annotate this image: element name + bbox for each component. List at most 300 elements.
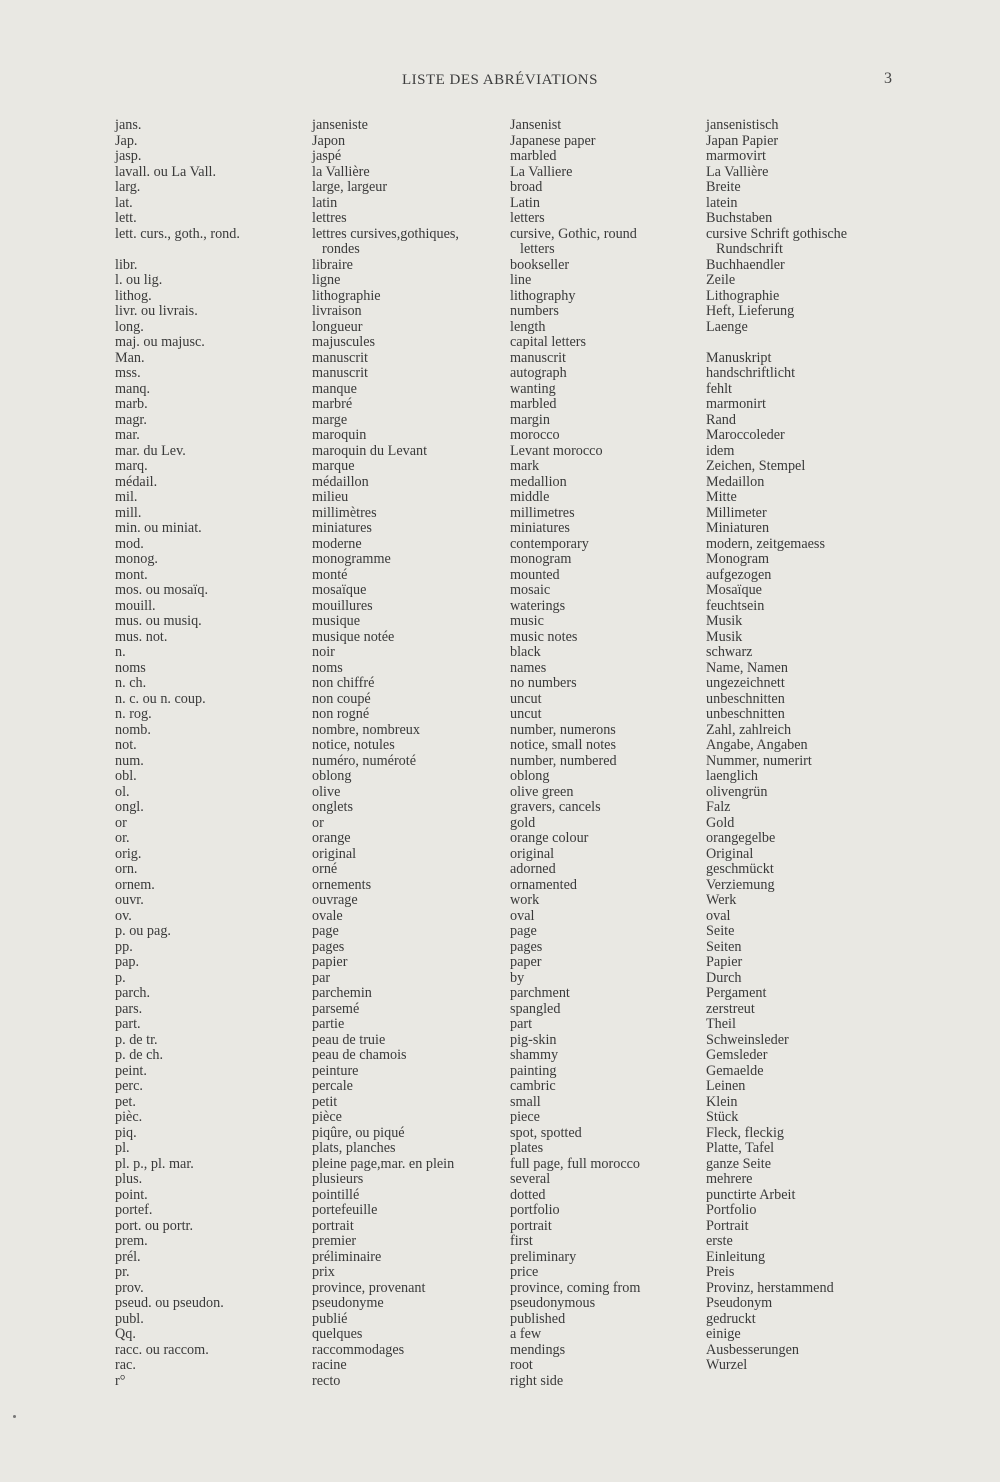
abbreviation-entry: p. ou pag. [115, 923, 171, 939]
english-entry: Levant morocco [510, 442, 603, 459]
english-entry: broad [510, 179, 543, 195]
german-entry: Provinz, herstammend [706, 1279, 834, 1296]
abbreviation-entry: nomb. [115, 721, 151, 738]
french-entry: pointillé [312, 1186, 360, 1203]
abbreviation-entry: lett. curs., goth., rond. [115, 225, 240, 242]
french-entry: miniatures [312, 520, 372, 536]
french-entry: libraire [312, 256, 353, 273]
french-entry: marbré [312, 396, 353, 412]
german-column [706, 118, 906, 1389]
abbreviation-entry: mus. not. [115, 628, 168, 645]
english-entry: autograph [510, 365, 567, 381]
abbreviation-entry: orn. [115, 861, 138, 877]
english-entry: number, numerons [510, 721, 616, 738]
english-entry: line [510, 272, 532, 288]
abbreviation-entry: point. [115, 1186, 148, 1203]
abbreviation-entry: mill. [115, 504, 142, 521]
german-entry: ungezeichnett [706, 675, 785, 691]
french-entry: recto [312, 1372, 341, 1389]
french-entry: lithographie [312, 287, 381, 304]
french-entry: prix [312, 1264, 335, 1280]
french-entry: piqûre, ou piqué [312, 1124, 405, 1141]
english-entry: wanting [510, 380, 556, 397]
abbreviation-entry: marb. [115, 396, 148, 412]
abbreviation-entry: lett. [115, 210, 137, 226]
german-entry: erste [706, 1233, 733, 1249]
german-entry: Leinen [706, 1078, 746, 1094]
french-entry: quelques [312, 1326, 363, 1342]
french-entry: peau de truie [312, 1031, 386, 1048]
german-entry: marmonirt [706, 396, 766, 412]
french-entry: orné [312, 861, 338, 877]
english-entry: La Valliere [510, 163, 573, 180]
abbreviation-entry: ongl. [115, 799, 144, 815]
abbreviation-entry: ouvr. [115, 892, 144, 908]
abbreviation-entry: ol. [115, 783, 130, 800]
english-entry: portfolio [510, 1202, 560, 1218]
abbreviation-entry: prél. [115, 1248, 141, 1265]
german-entry: Seite [706, 923, 735, 939]
french-entry: page [312, 923, 339, 939]
abbreviation-entry: n. [115, 644, 126, 660]
abbreviation-entry: mont. [115, 566, 148, 583]
abbreviation-entry: jasp. [115, 148, 142, 164]
abbreviation-entry: mod. [115, 535, 144, 552]
german-entry: Buchstaben [706, 210, 773, 226]
english-entry: province, coming from [510, 1279, 641, 1296]
english-entry: by [510, 969, 525, 986]
german-entry: Heft, Lieferung [706, 303, 795, 319]
french-entry: maroquin du Levant [312, 442, 428, 459]
english-entry: mark [510, 458, 540, 474]
german-entry: Durch [706, 969, 742, 986]
english-entry: waterings [510, 597, 566, 614]
french-entry: province, provenant [312, 1279, 426, 1296]
abbreviation-entry: pars. [115, 1000, 143, 1017]
german-entry: schwarz [706, 644, 753, 660]
french-entry: Japon [312, 132, 346, 149]
german-entry: Musik [706, 613, 743, 629]
french-entry: ouvrage [312, 892, 358, 908]
german-entry: einige [706, 1326, 741, 1342]
german-entry: Maroccoleder [706, 427, 785, 443]
french-entry: musique notée [312, 628, 395, 645]
abbreviation-entry: Qq. [115, 1326, 136, 1342]
french-entry: milieu [312, 489, 349, 505]
abbreviation-entry: r° [115, 1372, 126, 1389]
french-entry: marque [312, 458, 355, 474]
french-entry: parchemin [312, 985, 372, 1001]
german-entry: Werk [706, 892, 737, 908]
abbreviation-entry: mos. ou mosaïq. [115, 582, 209, 598]
german-entry: Pseudonym [706, 1295, 773, 1311]
abbreviation-entry: monog. [115, 551, 158, 567]
german-entry: Theil [706, 1016, 736, 1032]
abbreviation-column [115, 118, 310, 1389]
abbreviation-entry: or. [115, 830, 130, 846]
german-entry: aufgezogen [706, 566, 772, 583]
french-entry: noms [312, 659, 343, 676]
english-entry: painting [510, 1062, 557, 1079]
english-entry: notice, small notes [510, 737, 616, 753]
german-entry: Preis [706, 1264, 735, 1280]
french-entry: large, largeur [312, 179, 388, 195]
page-title: LISTE DES ABRÉVIATIONS [401, 72, 598, 88]
german-entry: unbeschnitten [706, 706, 785, 722]
english-entry: manuscrit [510, 349, 566, 366]
abbreviation-entry: pet. [115, 1093, 136, 1110]
german-entry: Klein [706, 1093, 738, 1110]
english-entry: first [510, 1233, 533, 1249]
french-entry: pièce [312, 1109, 342, 1125]
german-entry: Schweinsleder [706, 1031, 789, 1048]
english-entry: portrait [510, 1217, 552, 1234]
english-entry: mendings [510, 1341, 566, 1358]
german-entry: Rundschrift [716, 241, 783, 257]
english-entry: margin [510, 411, 550, 428]
english-entry: names [510, 659, 547, 676]
abbreviation-entry: p. de ch. [115, 1047, 164, 1063]
german-entry: feuchtsein [706, 597, 765, 614]
abbreviation-entry: livr. ou livrais. [115, 303, 198, 319]
german-entry: Gold [706, 814, 735, 831]
abbreviation-entry: not. [115, 737, 137, 753]
abbreviation-entry: pap. [115, 954, 140, 970]
abbreviation-entry: noms [115, 659, 146, 676]
french-entry: petit [312, 1093, 338, 1110]
english-entry: capital letters [510, 334, 587, 350]
abbreviation-entry: num. [115, 752, 144, 769]
english-entry: monogram [510, 551, 572, 567]
french-entry: maroquin [312, 427, 367, 443]
french-entry: premier [312, 1233, 357, 1249]
abbreviation-entry: pseud. ou pseudon. [115, 1295, 224, 1311]
german-entry: Falz [706, 799, 731, 815]
german-entry: Pergament [706, 985, 767, 1001]
english-entry: orange colour [510, 830, 589, 846]
french-entry: non rogné [312, 706, 370, 722]
german-entry [706, 1374, 906, 1390]
french-entry: manuscrit [312, 365, 368, 381]
english-entry: price [510, 1264, 539, 1280]
german-entry: handschriftlicht [706, 365, 796, 381]
english-entry: root [510, 1357, 533, 1373]
french-entry: ornements [312, 876, 372, 893]
english-entry: plates [510, 1140, 544, 1156]
german-entry: Angabe, Angaben [706, 737, 808, 753]
english-entry: letters [520, 241, 555, 257]
english-entry: small [510, 1093, 541, 1110]
french-entry: ligne [312, 272, 341, 288]
french-entry: parsemé [312, 1000, 360, 1017]
german-entry: Verziemung [706, 876, 775, 893]
english-entry: no numbers [510, 675, 577, 691]
french-entry: latin [312, 194, 338, 211]
french-entry: pseudonyme [312, 1295, 384, 1311]
french-entry: jaspé [312, 148, 342, 164]
abbreviation-entry: mil. [115, 489, 138, 505]
english-entry: length [510, 318, 546, 335]
english-entry: full page, full morocco [510, 1155, 641, 1172]
abbreviation-entry: prov. [115, 1279, 144, 1296]
english-entry: pages [510, 938, 543, 955]
english-entry: pseudonymous [510, 1295, 596, 1311]
english-entry: ornamented [510, 876, 577, 893]
abbreviation-entry: n. rog. [115, 706, 152, 722]
french-entry: ovale [312, 907, 343, 924]
german-entry: orangegelbe [706, 830, 776, 846]
abbreviation-entry: l. ou lig. [115, 272, 163, 288]
abbreviation-entry: portef. [115, 1202, 153, 1218]
abbreviation-entry: piq. [115, 1124, 137, 1141]
english-entry: contemporary [510, 535, 589, 552]
abbreviation-entry: n. c. ou n. coup. [115, 690, 206, 707]
german-entry: mehrere [706, 1171, 753, 1187]
abbreviation-entry: jans. [115, 117, 142, 133]
german-entry: Buchhaendler [706, 256, 785, 273]
abbreviation-entry: pl. [115, 1140, 130, 1156]
english-entry: work [510, 892, 540, 908]
german-entry: Gemaelde [706, 1062, 764, 1079]
english-entry: middle [510, 489, 550, 505]
abbreviation-entry: lat. [115, 194, 133, 211]
french-entry: peau de chamois [312, 1047, 407, 1063]
english-entry: oblong [510, 768, 550, 784]
abbreviation-entry: maj. ou majusc. [115, 334, 205, 350]
abbreviation-entry: parch. [115, 985, 151, 1001]
english-entry: Jansenist [510, 117, 562, 133]
german-entry: Medaillon [706, 473, 765, 490]
french-entry: original [312, 845, 357, 862]
abbreviation-entry: médail. [115, 473, 158, 490]
english-entry: oval [510, 907, 535, 924]
french-entry: racine [312, 1357, 347, 1373]
french-entry: peinture [312, 1062, 359, 1079]
german-entry: Gemsleder [706, 1047, 768, 1063]
french-entry: onglets [312, 799, 353, 815]
german-entry: Zeichen, Stempel [706, 458, 806, 474]
german-entry: Rand [706, 411, 736, 428]
french-entry: médaillon [312, 473, 369, 490]
english-entry: marbled [510, 396, 557, 412]
english-entry: gravers, cancels [510, 799, 601, 815]
french-entry: mouillures [312, 597, 373, 614]
abbreviation-entry: pl. p., pl. mar. [115, 1155, 194, 1172]
abbreviation-entry: ov. [115, 907, 132, 924]
english-entry: music notes [510, 628, 578, 645]
abbreviation-entry: mss. [115, 365, 141, 381]
english-column [510, 118, 705, 1389]
german-entry: idem [706, 442, 735, 459]
english-entry: uncut [510, 690, 542, 707]
abbreviation-entry: publ. [115, 1310, 144, 1327]
english-entry: mosaic [510, 582, 551, 598]
french-entry: oblong [312, 768, 352, 784]
french-entry: or [312, 814, 324, 831]
abbreviation-entry: long. [115, 318, 144, 335]
abbreviation-entry: Jap. [115, 132, 138, 149]
english-entry: right side [510, 1372, 564, 1389]
english-entry: black [510, 644, 541, 660]
english-entry: spot, spotted [510, 1124, 582, 1141]
english-entry: paper [510, 954, 542, 970]
french-entry: papier [312, 954, 348, 970]
german-entry: cursive Schrift gothische [706, 225, 848, 242]
german-entry: Breite [706, 179, 741, 195]
german-entry: Wurzel [706, 1357, 748, 1373]
german-entry: Nummer, numerirt [706, 752, 812, 769]
german-entry: unbeschnitten [706, 690, 785, 707]
german-entry: Seiten [706, 938, 742, 955]
german-entry: olivengrün [706, 783, 768, 800]
english-entry: cursive, Gothic, round [510, 225, 637, 242]
english-entry: page [510, 923, 537, 939]
english-entry: Japanese paper [510, 132, 596, 149]
english-entry: parchment [510, 985, 570, 1001]
abbreviation-entry: perc. [115, 1078, 143, 1094]
abbreviation-entry: part. [115, 1016, 141, 1032]
abbreviation-entry: rac. [115, 1357, 136, 1373]
french-entry: lettres cursives,gothiques, [312, 225, 459, 242]
french-entry: marge [312, 411, 348, 428]
abbreviation-entry: p. de tr. [115, 1031, 158, 1048]
english-entry: bookseller [510, 256, 570, 273]
abbreviation-entry: peint. [115, 1062, 147, 1079]
german-entry: marmovirt [706, 148, 766, 164]
french-entry: plats, planches [312, 1140, 396, 1156]
abbreviation-entry: mus. ou musiq. [115, 613, 202, 629]
german-entry: zerstreut [706, 1000, 755, 1017]
french-entry: raccommodages [312, 1341, 405, 1358]
german-entry: Millimeter [706, 504, 767, 521]
german-entry: Fleck, fleckig [706, 1124, 785, 1141]
german-entry: Name, Namen [706, 659, 788, 676]
abbreviation-entry: ornem. [115, 876, 155, 893]
french-entry: plusieurs [312, 1171, 364, 1187]
abbreviation-entry: larg. [115, 179, 141, 195]
english-entry: mounted [510, 566, 560, 583]
german-entry: punctirte Arbeit [706, 1186, 796, 1203]
english-entry: published [510, 1310, 566, 1327]
abbreviation-entry: prem. [115, 1233, 148, 1249]
french-entry: moderne [312, 535, 362, 552]
english-entry: several [510, 1171, 551, 1187]
french-entry: pages [312, 938, 345, 955]
french-entry: manque [312, 380, 357, 397]
english-entry: uncut [510, 706, 542, 722]
abbreviation-entry: mouill. [115, 597, 156, 614]
french-entry: portrait [312, 1217, 354, 1234]
german-entry: Original [706, 845, 754, 862]
english-entry: morocco [510, 427, 560, 443]
abbreviation-entry: marq. [115, 458, 148, 474]
english-entry: preliminary [510, 1248, 577, 1265]
english-entry: piece [510, 1109, 540, 1125]
french-entry: la Vallière [312, 163, 370, 180]
german-entry: fehlt [706, 380, 732, 397]
french-entry: orange [312, 830, 351, 846]
english-entry: lithography [510, 287, 576, 304]
abbreviation-entry: pièc. [115, 1109, 143, 1125]
english-entry: spangled [510, 1000, 561, 1017]
english-entry: letters [510, 210, 545, 226]
abbreviation-entry: Man. [115, 349, 145, 366]
french-entry: monogramme [312, 551, 391, 567]
abbreviation-entry: port. ou portr. [115, 1217, 194, 1234]
abbreviation-entry: p. [115, 969, 126, 986]
abbreviation-entry: pr. [115, 1264, 130, 1280]
french-entry: janseniste [312, 117, 368, 133]
abbreviation-entry: magr. [115, 411, 147, 428]
german-entry: Platte, Tafel [706, 1140, 775, 1156]
english-entry: a few [510, 1326, 542, 1342]
abbreviation-entry: manq. [115, 380, 151, 397]
french-entry: livraison [312, 303, 362, 319]
english-entry: olive green [510, 783, 574, 800]
german-entry: latein [706, 194, 738, 211]
german-entry: Zeile [706, 272, 736, 288]
french-entry: monté [312, 566, 348, 583]
paper-speck [13, 1415, 16, 1418]
german-entry: modern, zeitgemaess [706, 535, 825, 552]
french-entry: manuscrit [312, 349, 368, 366]
english-entry: shammy [510, 1047, 559, 1063]
german-entry: laenglich [706, 768, 758, 784]
abbreviation-entry [115, 242, 310, 258]
abbreviation-entry: racc. ou raccom. [115, 1341, 209, 1358]
french-entry: mosaïque [312, 582, 367, 598]
french-entry: portefeuille [312, 1202, 378, 1218]
abbreviation-entry: orig. [115, 845, 142, 862]
french-entry: préliminaire [312, 1248, 382, 1265]
french-entry: majuscules [312, 334, 376, 350]
german-entry: Einleitung [706, 1248, 766, 1265]
abbreviation-entry: libr. [115, 256, 138, 273]
french-entry: numéro, numéroté [312, 752, 417, 769]
german-entry: Portfolio [706, 1202, 757, 1218]
german-entry: La Vallière [706, 163, 769, 180]
english-entry: pig-skin [510, 1031, 557, 1048]
abbreviation-entry: lavall. ou La Vall. [115, 163, 216, 180]
german-entry: gedruckt [706, 1310, 756, 1327]
english-entry: miniatures [510, 520, 570, 536]
german-entry [706, 335, 906, 351]
french-entry: pleine page,mar. en plein [312, 1155, 455, 1172]
french-entry: non chiffré [312, 675, 375, 691]
english-entry: cambric [510, 1078, 556, 1094]
english-entry: Latin [510, 194, 540, 211]
german-entry: jansenistisch [706, 117, 779, 133]
french-entry: musique [312, 613, 361, 629]
german-entry: Manuskript [706, 349, 772, 366]
french-entry: nombre, nombreux [312, 721, 420, 738]
german-entry: Mitte [706, 489, 737, 505]
german-entry: Miniaturen [706, 520, 770, 536]
french-entry: millimètres [312, 504, 377, 521]
french-entry: rondes [322, 241, 360, 257]
german-entry: geschmückt [706, 861, 774, 877]
english-entry: part [510, 1016, 533, 1032]
abbreviation-entry: mar. du Lev. [115, 442, 186, 459]
french-entry: publié [312, 1310, 348, 1327]
english-entry: numbers [510, 303, 559, 319]
english-entry: marbled [510, 148, 557, 164]
english-entry: adorned [510, 861, 556, 877]
english-entry: millimetres [510, 504, 575, 521]
german-entry: Laenge [706, 318, 748, 335]
french-column [312, 118, 512, 1389]
french-entry: lettres [312, 210, 347, 226]
